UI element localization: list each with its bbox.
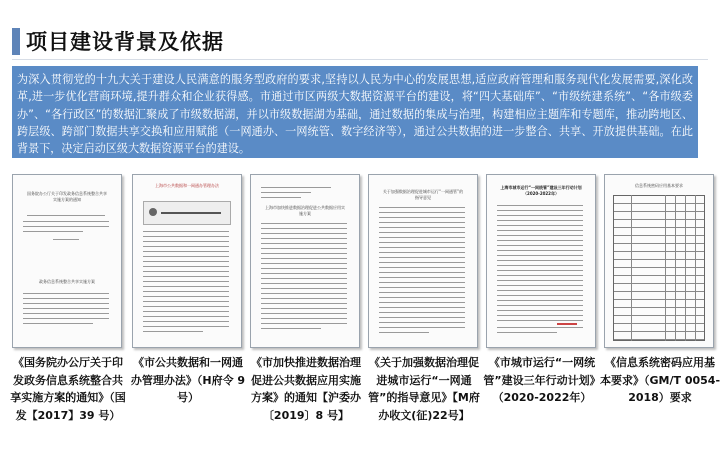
thumbnail-title: 信息系统密码应用基本要求 (635, 183, 683, 188)
document-caption: 《信息系统密码应用基本要求》（GM/T 0054-2018）要求 (600, 356, 720, 404)
page-title: 项目建设背景及依据 (26, 30, 224, 54)
document-caption: 《市加快推进数据治理促进公共数据应用实施方案》的通知【沪委办〔2019〕8 号】 (251, 356, 361, 422)
document-thumbnail (250, 174, 360, 348)
thumbnail-title: 上海市加快推进数据治理促进公共数据应用实施方案 (265, 205, 345, 216)
document-caption: 《关于加强数据治理促进城市运行“一网通管”的指导意见》【M府办收文(征)22号】 (368, 356, 480, 422)
thumbnail-title: 上海市公共数据和一网通办管理办法 (155, 183, 219, 188)
play-icon (149, 208, 157, 216)
document-thumbnail (132, 174, 242, 348)
document-thumbnail (604, 174, 714, 348)
intro-paragraph: 为深入贯彻党的十九大关于建设人民满意的服务型政府的要求,坚持以人民为中心的发展思想,适应政府管理和服务现代化发展需要,深化改革,进一步优化营商环境,提升群众和企业获得感。市通过市区两级大数据资源平台的建设，将“四大基础库”、“市级统建系统”、“各市级委办”、“各行政区”的数据汇聚成了市级数据湖，并以市级数据湖为基础，通过数据的集成与治理，构建相应主题库和专题库，推动跨地区、跨层级、跨部门数据共享交换和应用赋能（一网通办、一网统管、数字经济等），通过公共数据的进一步整合、共享、开放提供基础。在此背景下，决定启动区级大数据资源平台的建设。 (12, 66, 698, 158)
thumbnail-title: 关于加强数据治理促进城市运行“一网通管”的指导意见 (382, 189, 464, 200)
requirements-table (613, 195, 705, 341)
document-gallery (10, 174, 720, 446)
document-caption: 《市城市运行“一网统管”建设三年行动计划》（2020-2022年） (483, 356, 601, 404)
document-caption: 《国务院办公厅关于印发政务信息系统整合共享实施方案的通知》（国发【2017】39 号） (10, 356, 126, 422)
thumbnail-title: 国务院办公厅关于印发政务信息系统整合共享实施方案的通知 (27, 191, 107, 202)
document-thumbnail (486, 174, 596, 348)
title-divider (12, 59, 708, 60)
title-bar (0, 24, 720, 60)
title-accent-bar (12, 28, 20, 55)
thumbnail-subtitle: 政务信息系统整合共享实施方案 (39, 279, 95, 284)
thumbnail-title: 上海市城市运行“一网统管”建设三年行动计划（2020-2022年） (500, 185, 582, 196)
document-thumbnail (12, 174, 122, 348)
document-thumbnail (368, 174, 478, 348)
document-caption: 《市公共数据和一网通办管理办法》（H府令 9 号） (130, 356, 246, 404)
